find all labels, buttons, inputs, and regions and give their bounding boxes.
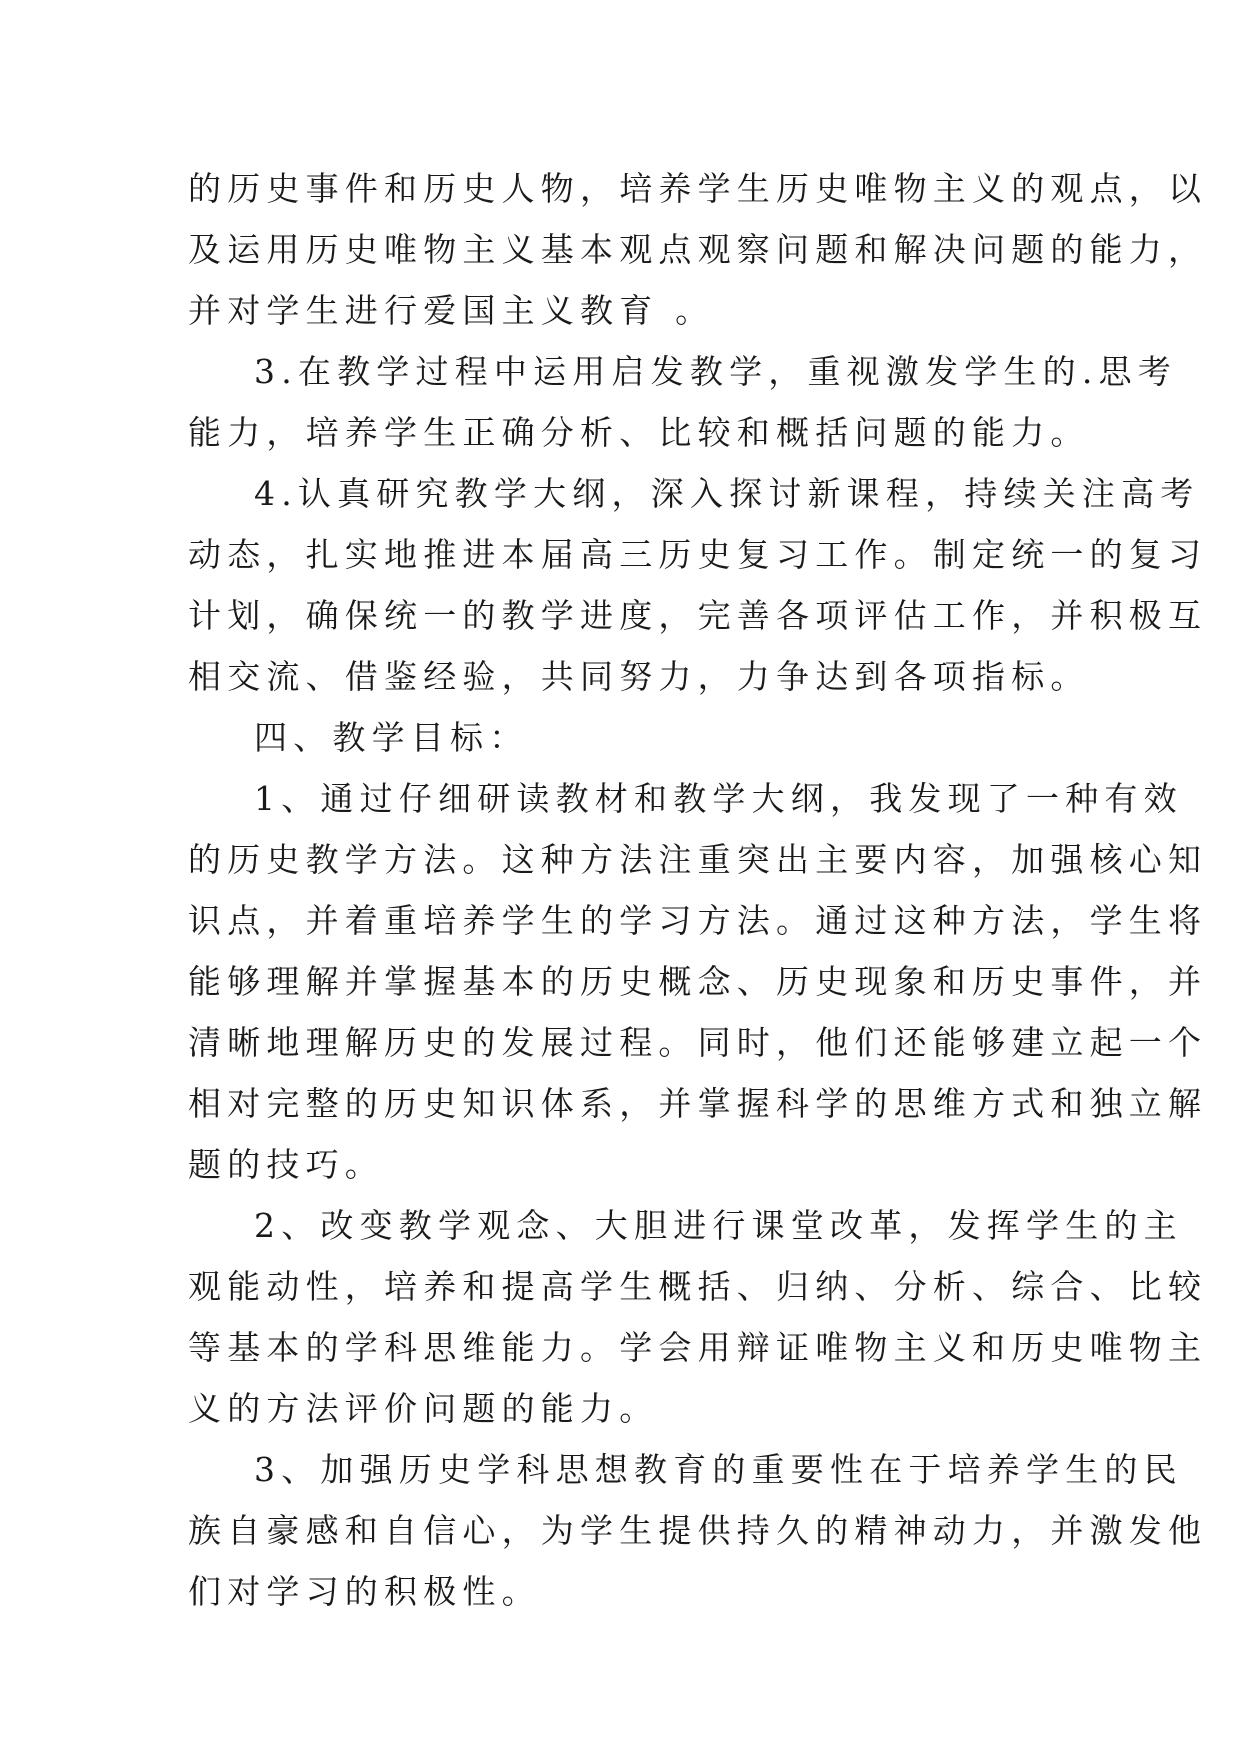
text-line: 的历史事件和历史人物，培养学生历史唯物主义的观点，以	[188, 169, 1208, 208]
paragraph-4-start: 4.认真研究教学大纲，深入探讨新课程，持续关注高考	[254, 474, 1200, 513]
text-line: 动态，扎实地推进本届高三历史复习工作。制定统一的复习	[188, 535, 1208, 574]
text-line: 计划，确保统一的教学进度，完善各项评估工作，并积极互	[188, 596, 1208, 635]
section-heading: 四、教学目标：	[254, 718, 529, 757]
text-line: 观能动性，培养和提高学生概括、归纳、分析、综合、比较	[188, 1267, 1208, 1306]
document-body	[188, 158, 1208, 1622]
text-line: 识点，并着重培养学生的学习方法。通过这种方法，学生将	[188, 901, 1208, 940]
paragraph-3-start: 3.在教学过程中运用启发教学，重视激发学生的.思考	[254, 352, 1177, 391]
text-line: 义的方法评价问题的能力。	[188, 1389, 659, 1428]
text-line: 及运用历史唯物主义基本观点观察问题和解决问题的能力，	[188, 230, 1208, 269]
text-line: 们对学习的积极性。	[188, 1572, 541, 1611]
text-line: 能力，培养学生正确分析、比较和概括问题的能力。	[188, 413, 1090, 452]
goal-2-start: 2、改变教学观念、大胆进行课堂改革，发挥学生的主	[254, 1206, 1183, 1245]
goal-1-start: 1、通过仔细研读教材和教学大纲，我发现了一种有效	[254, 779, 1183, 818]
text-line: 能够理解并掌握基本的历史概念、历史现象和历史事件，并	[188, 962, 1208, 1001]
text-line: 等基本的学科思维能力。学会用辩证唯物主义和历史唯物主	[188, 1328, 1208, 1367]
text-line: 相交流、借鉴经验，共同努力，力争达到各项指标。	[188, 657, 1090, 696]
text-line: 相对完整的历史知识体系，并掌握科学的思维方式和独立解	[188, 1084, 1208, 1123]
text-line: 并对学生进行爱国主义教育 。	[188, 291, 715, 330]
text-line: 清晰地理解历史的发展过程。同时，他们还能够建立起一个	[188, 1023, 1208, 1062]
text-line: 的历史教学方法。这种方法注重突出主要内容，加强核心知	[188, 840, 1208, 879]
text-line: 题的技巧。	[188, 1145, 384, 1184]
goal-3-start: 3、加强历史学科思想教育的重要性在于培养学生的民	[254, 1450, 1183, 1489]
text-line: 族自豪感和自信心，为学生提供持久的精神动力，并激发他	[188, 1511, 1208, 1550]
